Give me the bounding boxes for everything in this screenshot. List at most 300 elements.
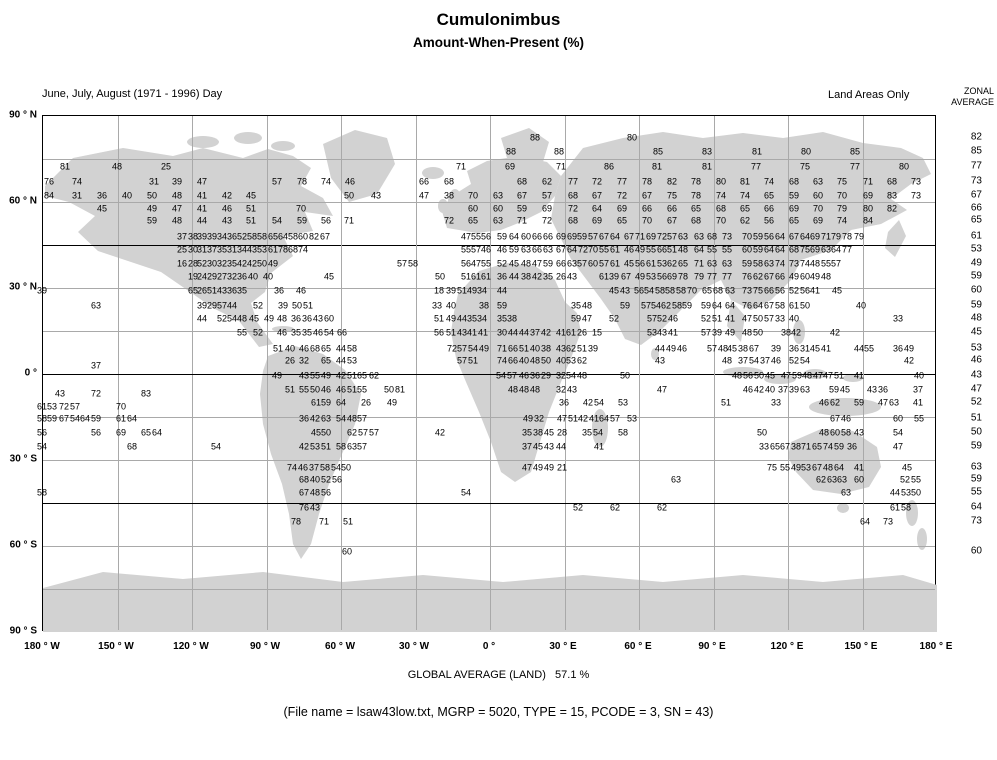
- zonal-average-value: 45: [970, 326, 982, 338]
- grid-value: 38: [506, 313, 518, 324]
- grid-value: 74: [739, 190, 751, 201]
- grid-value: 65: [677, 258, 689, 269]
- zonal-average-value: 55: [970, 486, 982, 498]
- grid-value: 36: [226, 285, 238, 296]
- grid-value: 58: [287, 231, 299, 242]
- grid-value: 49: [724, 327, 736, 338]
- grid-value: 34: [476, 285, 488, 296]
- grid-value: 59: [833, 441, 845, 452]
- grid-value: 51: [833, 370, 845, 381]
- grid-value: 41: [466, 327, 478, 338]
- grid-value: 72: [58, 401, 70, 412]
- grid-value: 59: [46, 413, 58, 424]
- grid-value: 44: [507, 327, 519, 338]
- grid-value: 25: [176, 244, 188, 255]
- grid-value: 41: [724, 313, 736, 324]
- grid-value: 35: [581, 427, 593, 438]
- grid-value: 51: [342, 516, 354, 527]
- grid-value: 48: [171, 215, 183, 226]
- grid-value: 74: [822, 441, 834, 452]
- grid-value: 70: [295, 203, 307, 214]
- grid-value: 47: [470, 258, 482, 269]
- grid-value: 45: [726, 343, 738, 354]
- grid-value: 51: [666, 244, 678, 255]
- grid-value: 64: [609, 231, 621, 242]
- grid-value: 56: [480, 231, 492, 242]
- grid-value: 57: [640, 300, 652, 311]
- grid-value: 15: [591, 327, 603, 338]
- grid-value: 65: [739, 203, 751, 214]
- grid-value: 40: [855, 300, 867, 311]
- grid-value: 56: [90, 427, 102, 438]
- grid-value: 57: [609, 413, 621, 424]
- grid-value: 50: [753, 370, 765, 381]
- grid-value: 70: [836, 190, 848, 201]
- land-areas-label: Land Areas Only: [828, 89, 910, 101]
- grid-value: 64: [859, 516, 871, 527]
- grid-value: 57: [456, 355, 468, 366]
- grid-value: 61: [788, 300, 800, 311]
- grid-value: 33: [431, 300, 443, 311]
- grid-value: 65: [616, 215, 628, 226]
- grid-value: 75: [766, 462, 778, 473]
- grid-value: 64: [79, 413, 91, 424]
- grid-value: 76: [741, 300, 753, 311]
- grid-value: 50: [540, 355, 552, 366]
- grid-value: 84: [43, 190, 55, 201]
- grid-value: 64: [591, 203, 603, 214]
- grid-value: 58: [654, 285, 666, 296]
- grid-value: 62: [660, 300, 672, 311]
- grid-value: 47: [656, 384, 668, 395]
- grid-value: 64: [774, 231, 786, 242]
- grid-value: 47: [780, 370, 792, 381]
- grid-value: 78: [690, 176, 702, 187]
- grid-value: 57: [470, 244, 482, 255]
- grid-value: 36: [96, 190, 108, 201]
- grid-value: 55: [460, 244, 472, 255]
- grid-value: 78: [641, 176, 653, 187]
- grid-value: 67: [666, 215, 678, 226]
- zonal-average-value: 49: [970, 257, 982, 269]
- grid-value: 52: [788, 285, 800, 296]
- grid-value: 43: [543, 441, 555, 452]
- grid-value: 54: [323, 327, 335, 338]
- longitude-tick-label: 60 ° W: [324, 641, 356, 652]
- grid-value: 39: [196, 300, 208, 311]
- grid-value: 68: [516, 176, 528, 187]
- grid-value: 49: [466, 285, 478, 296]
- grid-value: 52: [236, 231, 248, 242]
- grid-value: 63: [542, 244, 554, 255]
- grid-value: 16: [176, 258, 188, 269]
- grid-value: 70: [115, 401, 127, 412]
- grid-value: 79: [853, 231, 865, 242]
- grid-value: 42: [753, 384, 765, 395]
- grid-value: 67: [298, 487, 310, 498]
- grid-value: 33: [770, 397, 782, 408]
- grid-value: 29: [540, 370, 552, 381]
- grid-value: 35: [301, 327, 313, 338]
- grid-value: 47: [460, 231, 472, 242]
- grid-value: 32: [533, 413, 545, 424]
- grid-value: 39: [788, 384, 800, 395]
- grid-value: 44: [508, 271, 520, 282]
- grid-value: 26: [196, 285, 208, 296]
- grid-value: 65: [320, 355, 332, 366]
- grid-value: 64: [711, 300, 723, 311]
- grid-value: 57: [706, 343, 718, 354]
- grid-value: 60: [892, 413, 904, 424]
- grid-value: 53: [800, 462, 812, 473]
- grid-value: 40: [529, 343, 541, 354]
- grid-value: 69: [812, 215, 824, 226]
- grid-value: 69: [566, 231, 578, 242]
- grid-value: 43: [866, 384, 878, 395]
- grid-value: 52: [196, 258, 208, 269]
- grid-value: 59: [570, 313, 582, 324]
- grid-value: 49: [445, 313, 457, 324]
- grid-value: 56: [634, 258, 646, 269]
- longitude-gridline: [416, 116, 417, 630]
- grid-value: 62: [666, 258, 678, 269]
- grid-value: 31: [196, 244, 208, 255]
- grid-value: 40: [555, 355, 567, 366]
- grid-value: 50: [434, 271, 446, 282]
- grid-value: 67: [516, 190, 528, 201]
- zonal-average-header: [951, 86, 994, 108]
- grid-value: 56: [36, 427, 48, 438]
- grid-value: 48: [809, 258, 821, 269]
- grid-value: 38: [532, 427, 544, 438]
- grid-value: 46: [298, 343, 310, 354]
- grid-value: 54: [226, 313, 238, 324]
- grid-value: 37: [206, 244, 218, 255]
- grid-value: 65: [356, 370, 368, 381]
- grid-value: 44: [335, 343, 347, 354]
- grid-value: 68: [126, 441, 138, 452]
- grid-value: 64: [277, 231, 289, 242]
- grid-value: 74: [297, 244, 309, 255]
- grid-value: 66: [555, 258, 567, 269]
- grid-value: 48: [717, 343, 729, 354]
- grid-value: 58: [840, 427, 852, 438]
- grid-value: 72: [616, 190, 628, 201]
- grid-value: 76: [741, 271, 753, 282]
- longitude-gridline: [267, 116, 268, 630]
- grid-value: 86: [603, 161, 615, 172]
- grid-value: 26: [555, 271, 567, 282]
- grid-value: 63: [724, 285, 736, 296]
- grid-value: 36: [788, 343, 800, 354]
- grid-value: 62: [752, 271, 764, 282]
- grid-value: 54: [593, 397, 605, 408]
- longitude-tick-label: 90 ° W: [249, 641, 281, 652]
- grid-value: 66: [666, 203, 678, 214]
- grid-value: 65: [140, 427, 152, 438]
- grid-value: 48: [309, 487, 321, 498]
- grid-value: 56: [433, 327, 445, 338]
- grid-value: 65: [320, 343, 332, 354]
- grid-value: 28: [187, 258, 199, 269]
- grid-value: 31: [226, 244, 238, 255]
- latitude-gridline: [43, 460, 935, 461]
- grid-value: 52: [700, 313, 712, 324]
- grid-value: 58: [36, 487, 48, 498]
- grid-value: 19: [187, 271, 199, 282]
- grid-value: 53: [645, 271, 657, 282]
- grid-value: 32: [555, 370, 567, 381]
- grid-value: 48: [818, 427, 830, 438]
- grid-value: 61: [115, 413, 127, 424]
- grid-value: 43: [566, 384, 578, 395]
- grid-value: 57: [576, 258, 588, 269]
- grid-value: 54: [565, 370, 577, 381]
- grid-value: 37: [176, 231, 188, 242]
- grid-value: 54: [467, 343, 479, 354]
- grid-value: 50: [291, 300, 303, 311]
- grid-value: 63: [492, 215, 504, 226]
- grid-value: 52: [788, 355, 800, 366]
- grid-value: 44: [196, 313, 208, 324]
- grid-value: 43: [656, 327, 668, 338]
- grid-value: 36: [558, 397, 570, 408]
- grid-value: 58: [407, 258, 419, 269]
- grid-value: 48: [581, 300, 593, 311]
- grid-value: 39: [587, 343, 599, 354]
- grid-value: 49: [634, 271, 646, 282]
- grid-value: 41: [555, 327, 567, 338]
- latitude-gridline: [43, 546, 935, 547]
- grid-value: 46: [840, 413, 852, 424]
- grid-value: 47: [521, 462, 533, 473]
- grid-value: 54: [892, 427, 904, 438]
- grid-value: 50: [756, 427, 768, 438]
- grid-value: 46: [276, 327, 288, 338]
- grid-value: 69: [809, 244, 821, 255]
- grid-value: 26: [360, 397, 372, 408]
- grid-value: 35: [236, 285, 248, 296]
- zonal-average-value: 52: [970, 396, 982, 408]
- zonal-average-value: 82: [970, 131, 982, 143]
- grid-value: 63: [888, 397, 900, 408]
- grid-value: 67: [58, 413, 70, 424]
- grid-value: 67: [748, 343, 760, 354]
- grid-value: 50: [146, 190, 158, 201]
- file-info-label: (File name = lsaw43low.txt, MGRP = 5020, TYPE = 15, PCODE = 3, SN = 43): [283, 705, 714, 719]
- longitude-tick-label: 150 ° W: [98, 641, 134, 652]
- grid-value: 66: [656, 244, 668, 255]
- grid-value: 48: [171, 190, 183, 201]
- grid-value: 48: [822, 462, 834, 473]
- grid-value: 48: [576, 370, 588, 381]
- grid-value: 55: [913, 413, 925, 424]
- grid-value: 35: [542, 271, 554, 282]
- zonal-average-value: 64: [970, 501, 982, 513]
- grid-value: 74: [836, 215, 848, 226]
- grid-value: 58: [617, 427, 629, 438]
- grid-value: 67: [598, 231, 610, 242]
- grid-value: 57: [69, 401, 81, 412]
- longitude-tick-label: 150 ° E: [844, 641, 878, 652]
- grid-value: 44: [889, 487, 901, 498]
- grid-value: 49: [320, 370, 332, 381]
- grid-value: 54: [271, 215, 283, 226]
- grid-value: 55: [470, 231, 482, 242]
- grid-value: 80: [898, 161, 910, 172]
- grid-value: 73: [721, 231, 733, 242]
- grid-value: 37: [529, 327, 541, 338]
- grid-value: 80: [626, 132, 638, 143]
- grid-value: 57: [396, 258, 408, 269]
- grid-value: 69: [809, 231, 821, 242]
- grid-value: 66: [763, 285, 775, 296]
- grid-value: 51: [302, 300, 314, 311]
- grid-value: 58: [675, 285, 687, 296]
- grid-value: 64: [126, 413, 138, 424]
- grid-value: 74: [496, 355, 508, 366]
- grid-value: 66: [774, 271, 786, 282]
- grid-value: 41: [667, 327, 679, 338]
- grid-value: 52: [216, 313, 228, 324]
- grid-value: 69: [645, 231, 657, 242]
- grid-value: 67: [319, 231, 331, 242]
- grid-value: 49: [263, 313, 275, 324]
- grid-value: 56: [656, 271, 668, 282]
- grid-value: 61: [889, 502, 901, 513]
- grid-value: 63: [826, 474, 838, 485]
- grid-value: 18: [433, 285, 445, 296]
- grid-value: 51: [711, 313, 723, 324]
- grid-value: 64: [335, 397, 347, 408]
- grid-value: 82: [308, 231, 320, 242]
- grid-value: 56: [320, 215, 332, 226]
- grid-value: 71: [634, 231, 646, 242]
- grid-value: 54: [330, 462, 342, 473]
- grid-value: 60: [297, 231, 309, 242]
- zonal-average-value: 51: [970, 412, 982, 424]
- grid-value: 70: [715, 215, 727, 226]
- grid-value: 38: [187, 231, 199, 242]
- grid-value: 63: [566, 258, 578, 269]
- grid-value: 54: [495, 370, 507, 381]
- grid-value: 69: [541, 203, 553, 214]
- grid-value: 81: [739, 176, 751, 187]
- latitude-tick-label: 30 ° S: [9, 453, 37, 465]
- zonal-average-value: 61: [970, 230, 982, 242]
- grid-value: 45: [764, 370, 776, 381]
- grid-value: 88: [529, 132, 541, 143]
- grid-value: 50: [340, 462, 352, 473]
- latitude-gridline: [43, 503, 935, 504]
- grid-value: 59: [542, 258, 554, 269]
- grid-value: 59: [146, 215, 158, 226]
- grid-value: 63: [840, 487, 852, 498]
- grid-value: 36: [877, 384, 889, 395]
- grid-value: 39: [206, 231, 218, 242]
- grid-value: 49: [790, 462, 802, 473]
- grid-value: 66: [418, 176, 430, 187]
- grid-value: 75: [799, 161, 811, 172]
- grid-value: 38: [737, 343, 749, 354]
- grid-value: 77: [706, 271, 718, 282]
- grid-value: 83: [140, 388, 152, 399]
- grid-value: 59: [296, 215, 308, 226]
- grid-value: 71: [455, 161, 467, 172]
- grid-value: 70: [812, 203, 824, 214]
- grid-value: 26: [576, 327, 588, 338]
- grid-value: 55: [298, 384, 310, 395]
- grid-value: 57: [271, 176, 283, 187]
- grid-value: 68: [298, 474, 310, 485]
- grid-value: 51: [320, 441, 332, 452]
- grid-value: 46: [295, 285, 307, 296]
- grid-value: 64: [508, 231, 520, 242]
- grid-value: 71: [862, 176, 874, 187]
- grid-value: 63: [693, 231, 705, 242]
- grid-value: 55: [309, 370, 321, 381]
- grid-value: 78: [290, 516, 302, 527]
- grid-value: 80: [862, 203, 874, 214]
- grid-value: 60: [799, 271, 811, 282]
- grid-value: 68: [886, 176, 898, 187]
- grid-value: 36: [273, 285, 285, 296]
- longitude-tick-label: 180 ° E: [919, 641, 953, 652]
- grid-value: 72: [443, 215, 455, 226]
- grid-value: 36: [496, 271, 508, 282]
- grid-value: 43: [566, 271, 578, 282]
- grid-value: 48: [518, 384, 530, 395]
- grid-value: 48: [111, 161, 123, 172]
- grid-value: 55: [236, 327, 248, 338]
- grid-value: 42: [221, 190, 233, 201]
- longitude-tick-label: 0 °: [482, 641, 496, 652]
- grid-value: 51: [284, 384, 296, 395]
- grid-value: 56: [742, 370, 754, 381]
- grid-value: 68: [690, 215, 702, 226]
- grid-value: 62: [565, 343, 577, 354]
- grid-value: 48: [820, 271, 832, 282]
- grid-value: 42: [540, 327, 552, 338]
- grid-value: 51: [576, 343, 588, 354]
- grid-value: 37: [521, 441, 533, 452]
- grid-value: 46: [518, 370, 530, 381]
- grid-value: 83: [886, 190, 898, 201]
- grid-value: 58: [256, 231, 268, 242]
- grid-value: 43: [555, 343, 567, 354]
- grid-value: 51: [346, 384, 358, 395]
- grid-value: 81: [651, 161, 663, 172]
- grid-value: 44: [496, 285, 508, 296]
- grid-value: 59: [320, 397, 332, 408]
- grid-value: 35: [466, 313, 478, 324]
- grid-value: 37: [912, 384, 924, 395]
- grid-value: 42: [434, 427, 446, 438]
- grid-value: 50: [752, 313, 764, 324]
- grid-value: 56: [763, 215, 775, 226]
- grid-value: 62: [346, 427, 358, 438]
- grid-value: 70: [641, 215, 653, 226]
- grid-value: 61: [609, 258, 621, 269]
- grid-value: 51: [460, 271, 472, 282]
- grid-value: 21: [556, 462, 568, 473]
- grid-value: 35: [216, 244, 228, 255]
- grid-value: 50: [383, 384, 395, 395]
- zonal-average-value: 77: [970, 160, 982, 172]
- grid-value: 68: [567, 215, 579, 226]
- grid-value: 67: [811, 462, 823, 473]
- grid-value: 64: [774, 244, 786, 255]
